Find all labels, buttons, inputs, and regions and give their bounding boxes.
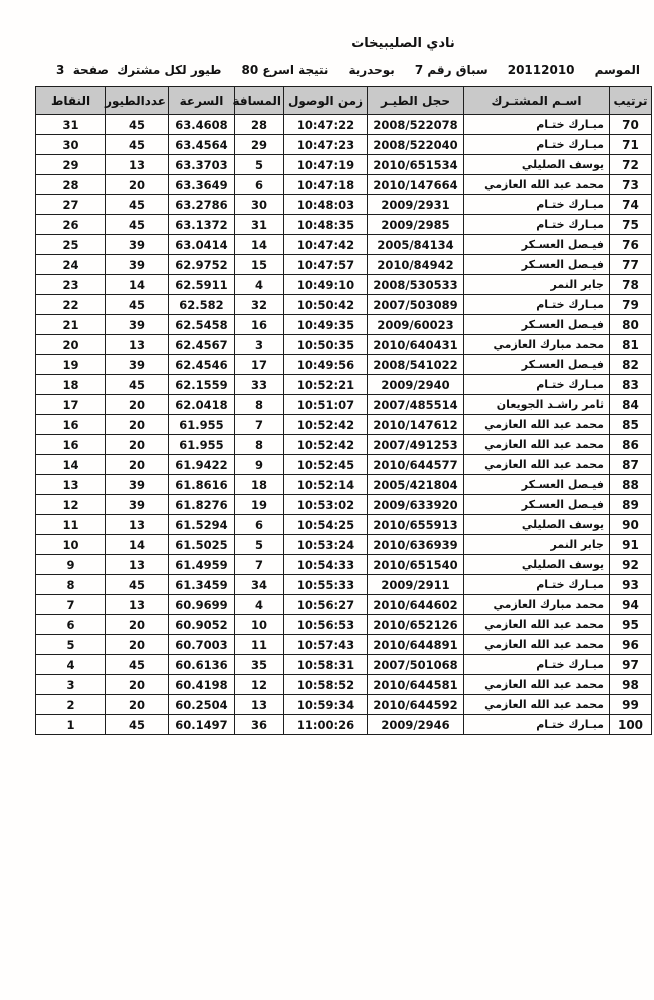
cell-name: ثامر راشـد الجويعان — [464, 395, 610, 415]
cell-ring: 2010/655913 — [368, 515, 464, 535]
cell-birds: 20 — [106, 635, 169, 655]
cell-arrival: 10:54:33 — [284, 555, 368, 575]
column-header-birds: عددالطيور — [106, 87, 169, 115]
cell-ring: 2010/651540 — [368, 555, 464, 575]
cell-birds: 20 — [106, 395, 169, 415]
cell-name: مبـارك ختـام — [464, 655, 610, 675]
cell-speed: 60.9699 — [169, 595, 235, 615]
cell-birds: 13 — [106, 595, 169, 615]
cell-rank: 88 — [610, 475, 652, 495]
table-row — [36, 575, 652, 595]
cell-name: مبـارك ختـام — [464, 215, 610, 235]
cell-rank: 90 — [610, 515, 652, 535]
table-row — [36, 395, 652, 415]
cell-arrival: 10:52:42 — [284, 415, 368, 435]
cell-rank: 81 — [610, 335, 652, 355]
cell-ring: 2010/644577 — [368, 455, 464, 475]
cell-distance: 17 — [235, 355, 284, 375]
cell-arrival: 10:51:07 — [284, 395, 368, 415]
cell-distance: 35 — [235, 655, 284, 675]
cell-ring: 2010/651534 — [368, 155, 464, 175]
table-row — [36, 215, 652, 235]
cell-name: محمد عبد الله العازمي — [464, 675, 610, 695]
cell-birds: 39 — [106, 475, 169, 495]
table-row — [36, 335, 652, 355]
cell-speed: 63.3649 — [169, 175, 235, 195]
cell-points: 3 — [36, 675, 106, 695]
cell-name: محمد عبد الله العازمي — [464, 635, 610, 655]
cell-birds: 45 — [106, 715, 169, 735]
cell-distance: 30 — [235, 195, 284, 215]
club-title: نادي الصليبيخات — [351, 36, 455, 51]
cell-birds: 39 — [106, 495, 169, 515]
cell-name: مبـارك ختـام — [464, 575, 610, 595]
cell-points: 23 — [36, 275, 106, 295]
cell-birds: 39 — [106, 355, 169, 375]
cell-distance: 9 — [235, 455, 284, 475]
results-table — [35, 86, 652, 735]
cell-points: 5 — [36, 635, 106, 655]
cell-name: محمد عبد الله العازمي — [464, 615, 610, 635]
cell-points: 16 — [36, 415, 106, 435]
cell-rank: 85 — [610, 415, 652, 435]
cell-distance: 6 — [235, 515, 284, 535]
cell-rank: 98 — [610, 675, 652, 695]
cell-birds: 45 — [106, 655, 169, 675]
cell-name: فيـصل العسـكر — [464, 315, 610, 335]
cell-rank: 73 — [610, 175, 652, 195]
cell-speed: 62.9752 — [169, 255, 235, 275]
cell-birds: 13 — [106, 335, 169, 355]
cell-rank: 93 — [610, 575, 652, 595]
cell-arrival: 10:47:42 — [284, 235, 368, 255]
cell-ring: 2007/503089 — [368, 295, 464, 315]
cell-speed: 63.1372 — [169, 215, 235, 235]
cell-points: 30 — [36, 135, 106, 155]
cell-distance: 29 — [235, 135, 284, 155]
cell-distance: 16 — [235, 315, 284, 335]
cell-arrival: 10:58:31 — [284, 655, 368, 675]
cell-points: 12 — [36, 495, 106, 515]
info-season-value: 20112010 — [507, 63, 575, 77]
cell-ring: 2005/421804 — [368, 475, 464, 495]
table-row — [36, 315, 652, 335]
cell-rank: 82 — [610, 355, 652, 375]
cell-name: محمد عبد الله العازمي — [464, 175, 610, 195]
cell-birds: 45 — [106, 135, 169, 155]
cell-name: مبـارك ختـام — [464, 115, 610, 135]
cell-distance: 11 — [235, 635, 284, 655]
cell-speed: 61.4959 — [169, 555, 235, 575]
cell-birds: 45 — [106, 195, 169, 215]
cell-rank: 84 — [610, 395, 652, 415]
cell-birds: 39 — [106, 315, 169, 335]
cell-distance: 31 — [235, 215, 284, 235]
table-header — [36, 87, 652, 115]
cell-arrival: 10:50:42 — [284, 295, 368, 315]
cell-speed: 60.1497 — [169, 715, 235, 735]
table-body — [36, 115, 652, 735]
info-result-label: نتيجة اسرع 80 — [241, 63, 329, 77]
cell-points: 24 — [36, 255, 106, 275]
cell-rank: 87 — [610, 455, 652, 475]
cell-points: 9 — [36, 555, 106, 575]
cell-ring: 2007/491253 — [368, 435, 464, 455]
cell-name: فيـصل العسـكر — [464, 495, 610, 515]
cell-birds: 45 — [106, 575, 169, 595]
cell-ring: 2008/522040 — [368, 135, 464, 155]
cell-points: 1 — [36, 715, 106, 735]
cell-speed: 61.3459 — [169, 575, 235, 595]
cell-distance: 10 — [235, 615, 284, 635]
cell-points: 28 — [36, 175, 106, 195]
cell-points: 6 — [36, 615, 106, 635]
cell-speed: 63.4564 — [169, 135, 235, 155]
cell-speed: 61.5294 — [169, 515, 235, 535]
cell-distance: 5 — [235, 155, 284, 175]
cell-rank: 75 — [610, 215, 652, 235]
cell-ring: 2010/640431 — [368, 335, 464, 355]
cell-distance: 4 — [235, 595, 284, 615]
cell-speed: 63.4608 — [169, 115, 235, 135]
cell-rank: 86 — [610, 435, 652, 455]
cell-rank: 80 — [610, 315, 652, 335]
cell-ring: 2008/530533 — [368, 275, 464, 295]
cell-ring: 2010/636939 — [368, 535, 464, 555]
cell-birds: 20 — [106, 455, 169, 475]
table-row — [36, 715, 652, 735]
table-row — [36, 115, 652, 135]
table-row — [36, 615, 652, 635]
info-race-number: سباق رقم 7 — [414, 63, 488, 77]
cell-arrival: 10:50:35 — [284, 335, 368, 355]
cell-points: 19 — [36, 355, 106, 375]
table-row — [36, 415, 652, 435]
cell-distance: 13 — [235, 695, 284, 715]
cell-ring: 2009/2931 — [368, 195, 464, 215]
info-season-label: الموسم — [594, 63, 640, 77]
cell-rank: 92 — [610, 555, 652, 575]
cell-name: يوسف الصليلي — [464, 555, 610, 575]
cell-distance: 34 — [235, 575, 284, 595]
cell-speed: 63.0414 — [169, 235, 235, 255]
cell-rank: 70 — [610, 115, 652, 135]
cell-distance: 18 — [235, 475, 284, 495]
cell-birds: 39 — [106, 235, 169, 255]
table-row — [36, 535, 652, 555]
cell-arrival: 10:59:34 — [284, 695, 368, 715]
cell-rank: 91 — [610, 535, 652, 555]
cell-name: مبـارك ختـام — [464, 135, 610, 155]
cell-birds: 20 — [106, 615, 169, 635]
table-row — [36, 675, 652, 695]
cell-distance: 4 — [235, 275, 284, 295]
cell-points: 27 — [36, 195, 106, 215]
cell-speed: 61.9422 — [169, 455, 235, 475]
column-header-rank: ترتيب — [610, 87, 652, 115]
table-row — [36, 155, 652, 175]
cell-rank: 96 — [610, 635, 652, 655]
cell-arrival: 10:47:18 — [284, 175, 368, 195]
cell-arrival: 10:48:35 — [284, 215, 368, 235]
cell-points: 21 — [36, 315, 106, 335]
cell-ring: 2007/485514 — [368, 395, 464, 415]
cell-distance: 7 — [235, 415, 284, 435]
cell-ring: 2009/2985 — [368, 215, 464, 235]
cell-distance: 5 — [235, 535, 284, 555]
cell-name: مبـارك ختـام — [464, 295, 610, 315]
column-header-points: النقاط — [36, 87, 106, 115]
cell-name: جابر النمر — [464, 535, 610, 555]
info-location: بوحدرية — [348, 63, 395, 77]
cell-arrival: 10:52:45 — [284, 455, 368, 475]
header-row — [36, 87, 652, 115]
cell-distance: 8 — [235, 435, 284, 455]
cell-rank: 78 — [610, 275, 652, 295]
cell-ring: 2010/147664 — [368, 175, 464, 195]
cell-birds: 20 — [106, 695, 169, 715]
cell-arrival: 11:00:26 — [284, 715, 368, 735]
cell-rank: 76 — [610, 235, 652, 255]
cell-arrival: 10:53:24 — [284, 535, 368, 555]
cell-rank: 100 — [610, 715, 652, 735]
cell-ring: 2008/522078 — [368, 115, 464, 135]
cell-name: مبـارك ختـام — [464, 715, 610, 735]
table-row — [36, 235, 652, 255]
cell-ring: 2007/501068 — [368, 655, 464, 675]
cell-distance: 6 — [235, 175, 284, 195]
table-row — [36, 255, 652, 275]
cell-arrival: 10:47:57 — [284, 255, 368, 275]
cell-points: 14 — [36, 455, 106, 475]
cell-arrival: 10:49:35 — [284, 315, 368, 335]
cell-name: محمد عبد الله العازمي — [464, 455, 610, 475]
cell-rank: 71 — [610, 135, 652, 155]
cell-speed: 63.2786 — [169, 195, 235, 215]
cell-speed: 60.9052 — [169, 615, 235, 635]
cell-speed: 62.5458 — [169, 315, 235, 335]
cell-speed: 61.8616 — [169, 475, 235, 495]
column-header-name: اسـم المشتـرك — [464, 87, 610, 115]
cell-birds: 20 — [106, 175, 169, 195]
cell-arrival: 10:57:43 — [284, 635, 368, 655]
cell-arrival: 10:47:19 — [284, 155, 368, 175]
cell-birds: 20 — [106, 675, 169, 695]
cell-distance: 19 — [235, 495, 284, 515]
cell-points: 18 — [36, 375, 106, 395]
cell-speed: 62.4567 — [169, 335, 235, 355]
table-row — [36, 455, 652, 475]
table-row — [36, 595, 652, 615]
cell-birds: 13 — [106, 155, 169, 175]
table-row — [36, 175, 652, 195]
table-row — [36, 195, 652, 215]
cell-name: فيـصل العسـكر — [464, 255, 610, 275]
cell-points: 13 — [36, 475, 106, 495]
cell-speed: 63.3703 — [169, 155, 235, 175]
cell-name: مبـارك ختـام — [464, 195, 610, 215]
cell-ring: 2010/147612 — [368, 415, 464, 435]
cell-points: 10 — [36, 535, 106, 555]
cell-rank: 83 — [610, 375, 652, 395]
cell-rank: 95 — [610, 615, 652, 635]
table-row — [36, 355, 652, 375]
cell-distance: 28 — [235, 115, 284, 135]
table-row — [36, 635, 652, 655]
column-header-arrival: زمن الوصول — [284, 87, 368, 115]
table-row — [36, 475, 652, 495]
table-row — [36, 135, 652, 155]
cell-rank: 99 — [610, 695, 652, 715]
table-row — [36, 515, 652, 535]
cell-ring: 2010/644602 — [368, 595, 464, 615]
cell-points: 11 — [36, 515, 106, 535]
table-row — [36, 555, 652, 575]
cell-ring: 2010/652126 — [368, 615, 464, 635]
column-header-speed: السرعة — [169, 87, 235, 115]
cell-birds: 14 — [106, 535, 169, 555]
cell-birds: 45 — [106, 115, 169, 135]
cell-ring: 2010/644592 — [368, 695, 464, 715]
cell-points: 29 — [36, 155, 106, 175]
cell-points: 4 — [36, 655, 106, 675]
cell-rank: 79 — [610, 295, 652, 315]
cell-name: جابر النمر — [464, 275, 610, 295]
cell-name: محمد عبد الله العازمي — [464, 695, 610, 715]
cell-name: يوسف الصليلي — [464, 155, 610, 175]
table-row — [36, 435, 652, 455]
info-page-label: طيور لكل مشترك صفحة 3 — [56, 63, 222, 77]
cell-arrival: 10:55:33 — [284, 575, 368, 595]
cell-ring: 2008/541022 — [368, 355, 464, 375]
cell-speed: 62.5911 — [169, 275, 235, 295]
race-info-line — [56, 63, 640, 77]
column-header-ring: حجل الطيـر — [368, 87, 464, 115]
cell-arrival: 10:58:52 — [284, 675, 368, 695]
cell-points: 2 — [36, 695, 106, 715]
table-row — [36, 275, 652, 295]
cell-rank: 94 — [610, 595, 652, 615]
cell-rank: 72 — [610, 155, 652, 175]
cell-name: فيـصل العسـكر — [464, 355, 610, 375]
cell-points: 7 — [36, 595, 106, 615]
cell-points: 16 — [36, 435, 106, 455]
cell-points: 20 — [36, 335, 106, 355]
cell-birds: 20 — [106, 435, 169, 455]
cell-rank: 97 — [610, 655, 652, 675]
cell-arrival: 10:52:42 — [284, 435, 368, 455]
cell-distance: 7 — [235, 555, 284, 575]
cell-rank: 77 — [610, 255, 652, 275]
cell-name: مبـارك ختـام — [464, 375, 610, 395]
cell-ring: 2010/84942 — [368, 255, 464, 275]
cell-arrival: 10:47:22 — [284, 115, 368, 135]
cell-points: 22 — [36, 295, 106, 315]
cell-speed: 60.2504 — [169, 695, 235, 715]
cell-arrival: 10:56:27 — [284, 595, 368, 615]
cell-speed: 62.1559 — [169, 375, 235, 395]
cell-speed: 60.7003 — [169, 635, 235, 655]
cell-distance: 36 — [235, 715, 284, 735]
cell-distance: 15 — [235, 255, 284, 275]
table-row — [36, 655, 652, 675]
cell-points: 17 — [36, 395, 106, 415]
cell-arrival: 10:54:25 — [284, 515, 368, 535]
cell-distance: 8 — [235, 395, 284, 415]
cell-arrival: 10:49:10 — [284, 275, 368, 295]
cell-speed: 62.0418 — [169, 395, 235, 415]
cell-birds: 45 — [106, 375, 169, 395]
cell-name: محمد عبد الله العازمي — [464, 435, 610, 455]
cell-points: 8 — [36, 575, 106, 595]
cell-speed: 60.6136 — [169, 655, 235, 675]
cell-arrival: 10:48:03 — [284, 195, 368, 215]
cell-name: يوسف الصليلي — [464, 515, 610, 535]
cell-arrival: 10:52:14 — [284, 475, 368, 495]
cell-arrival: 10:53:02 — [284, 495, 368, 515]
cell-arrival: 10:47:23 — [284, 135, 368, 155]
table-row — [36, 695, 652, 715]
cell-ring: 2009/633920 — [368, 495, 464, 515]
cell-name: فيـصل العسـكر — [464, 235, 610, 255]
column-header-distance: المسافة — [235, 87, 284, 115]
cell-speed: 62.582 — [169, 295, 235, 315]
cell-name: محمد مبارك العازمي — [464, 595, 610, 615]
cell-ring: 2009/2940 — [368, 375, 464, 395]
cell-name: فيـصل العسـكر — [464, 475, 610, 495]
cell-name: محمد عبد الله العازمي — [464, 415, 610, 435]
cell-distance: 12 — [235, 675, 284, 695]
table-row — [36, 295, 652, 315]
cell-distance: 3 — [235, 335, 284, 355]
cell-arrival: 10:52:21 — [284, 375, 368, 395]
cell-birds: 20 — [106, 415, 169, 435]
cell-speed: 61.955 — [169, 415, 235, 435]
cell-birds: 45 — [106, 295, 169, 315]
cell-birds: 13 — [106, 555, 169, 575]
table-row — [36, 495, 652, 515]
cell-speed: 61.5025 — [169, 535, 235, 555]
cell-birds: 13 — [106, 515, 169, 535]
cell-birds: 39 — [106, 255, 169, 275]
cell-speed: 61.8276 — [169, 495, 235, 515]
cell-speed: 60.4198 — [169, 675, 235, 695]
cell-rank: 89 — [610, 495, 652, 515]
cell-points: 31 — [36, 115, 106, 135]
cell-speed: 62.4546 — [169, 355, 235, 375]
cell-birds: 14 — [106, 275, 169, 295]
cell-ring: 2009/2946 — [368, 715, 464, 735]
table-row — [36, 375, 652, 395]
cell-ring: 2010/644891 — [368, 635, 464, 655]
cell-ring: 2005/84134 — [368, 235, 464, 255]
cell-points: 26 — [36, 215, 106, 235]
cell-birds: 45 — [106, 215, 169, 235]
cell-distance: 33 — [235, 375, 284, 395]
cell-points: 25 — [36, 235, 106, 255]
cell-distance: 14 — [235, 235, 284, 255]
cell-speed: 61.955 — [169, 435, 235, 455]
cell-ring: 2009/60023 — [368, 315, 464, 335]
cell-arrival: 10:49:56 — [284, 355, 368, 375]
cell-arrival: 10:56:53 — [284, 615, 368, 635]
cell-name: محمد مبارك العازمي — [464, 335, 610, 355]
cell-ring: 2009/2911 — [368, 575, 464, 595]
cell-distance: 32 — [235, 295, 284, 315]
cell-ring: 2010/644581 — [368, 675, 464, 695]
cell-rank: 74 — [610, 195, 652, 215]
